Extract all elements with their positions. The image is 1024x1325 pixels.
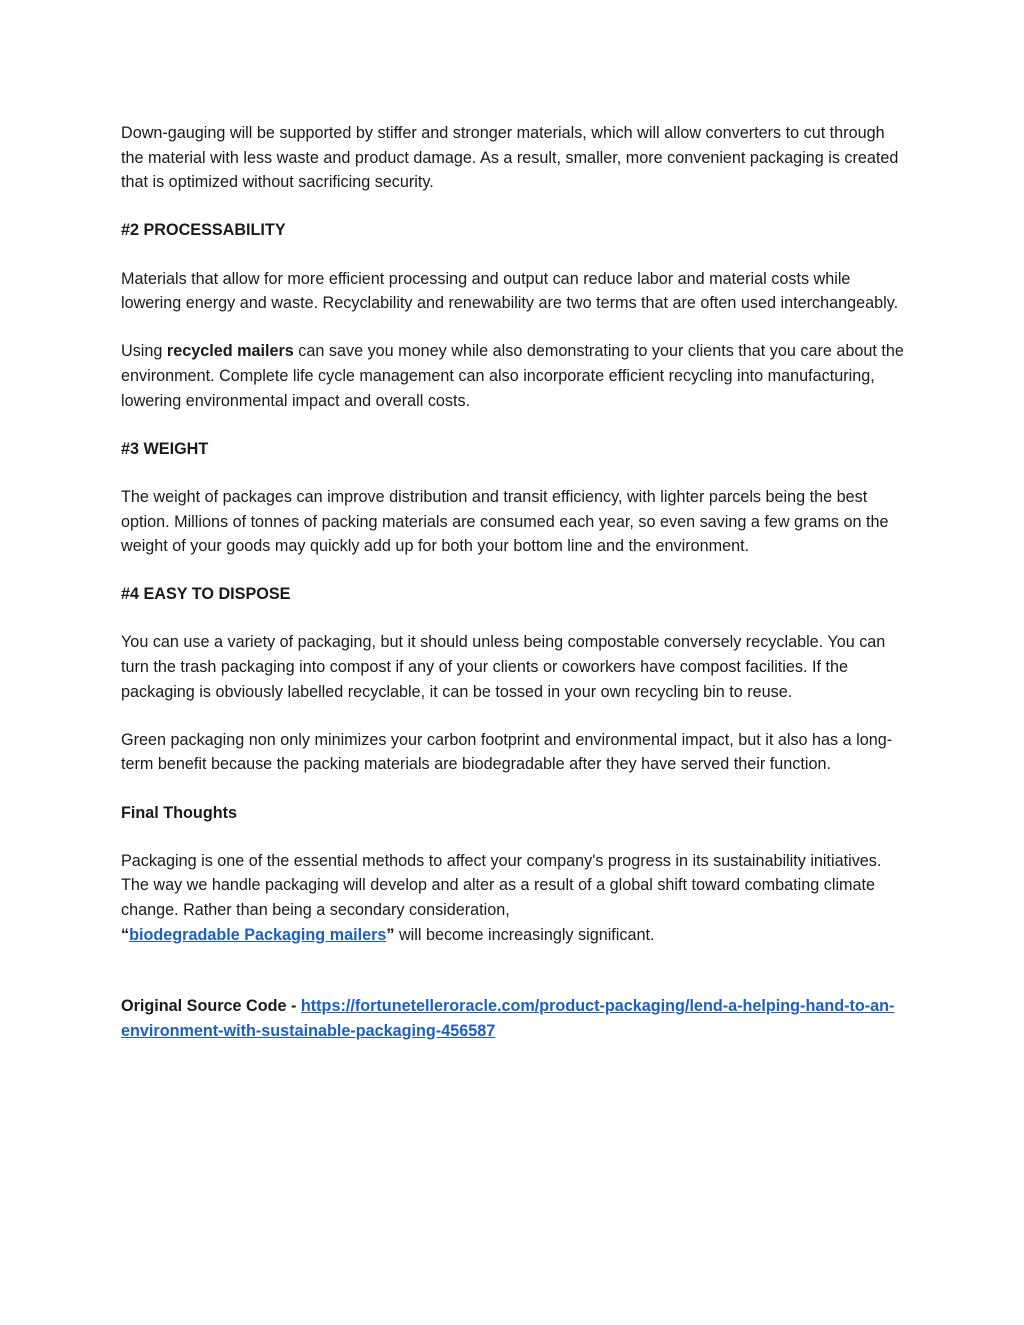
- paragraph-recycled-mailers-post: can save you money while also demonstrating to your clients that you care about the environment. Complete life cycle management can also incorporate efficient recycling into manufacturing, lowering environmental impact and overall costs.: [121, 342, 904, 410]
- source-line: [121, 994, 911, 1043]
- source-label: Original Source Code -: [121, 997, 301, 1016]
- biodegradable-packaging-mailers-link[interactable]: biodegradable Packaging mailers: [129, 925, 387, 944]
- paragraph-green-packaging: Green packaging non only minimizes your carbon footprint and environmental impact, but it also has a long-term benefit because the packing materials are biodegradable after they have served their function.: [121, 730, 893, 774]
- heading-easy-to-dispose: #4 EASY TO DISPOSE: [121, 585, 291, 604]
- paragraph-processability: Materials that allow for more efficient processing and output can reduce labor and material costs while lowering energy and waste. Recyclability and renewability are two terms that are often used interchangeably.: [121, 269, 899, 313]
- paragraph-weight: The weight of packages can improve distribution and transit efficiency, with lighter parcels being the best option. Millions of tonnes of packing materials are consumed each year, so even saving a few grams on the weight of your goods may quickly add up for both your bottom line and the environment.: [121, 487, 889, 556]
- paragraph-final-thoughts: [121, 849, 911, 947]
- recycled-mailers-emphasis: recycled mailers: [166, 342, 294, 361]
- paragraph-final-thoughts-text: Packaging is one of the essential methods to affect your company's progress in its sustainability initiatives. The way we handle packaging will develop and alter as a result of a global shift toward combating climate change. Rather than being a secondary consideration,: [121, 851, 882, 919]
- paragraph-final-thoughts-post: will become increasingly significant.: [394, 925, 655, 944]
- source-url-link[interactable]: https://fortunetelleroracle.com/product-packaging/lend-a-helping-hand-to-an-environment-with-sustainable-packaging-456587: [121, 997, 895, 1040]
- open-quote: “: [121, 925, 130, 944]
- close-quote: ”: [386, 925, 395, 944]
- heading-final-thoughts: Final Thoughts: [121, 803, 237, 822]
- document-body: [121, 121, 911, 1043]
- paragraph-downgauging: Down-gauging will be supported by stiffer and stronger materials, which will allow converters to cut through the material with less waste and product damage. As a result, smaller, more convenient packaging is created that is optimized without sacrificing security.: [121, 124, 899, 192]
- paragraph-recycled-mailers: [121, 339, 911, 413]
- heading-processability: #2 PROCESSABILITY: [121, 221, 286, 240]
- paragraph-dispose: You can use a variety of packaging, but it should unless being compostable conversely recyclable. You can turn the trash packaging into compost if any of your clients or coworkers have compost facilities. If the packaging is obviously labelled recyclable, it can be tossed in your own recycling bin to reuse.: [121, 633, 886, 701]
- paragraph-recycled-mailers-pre: Using: [121, 342, 167, 361]
- heading-weight: #3 WEIGHT: [121, 439, 209, 458]
